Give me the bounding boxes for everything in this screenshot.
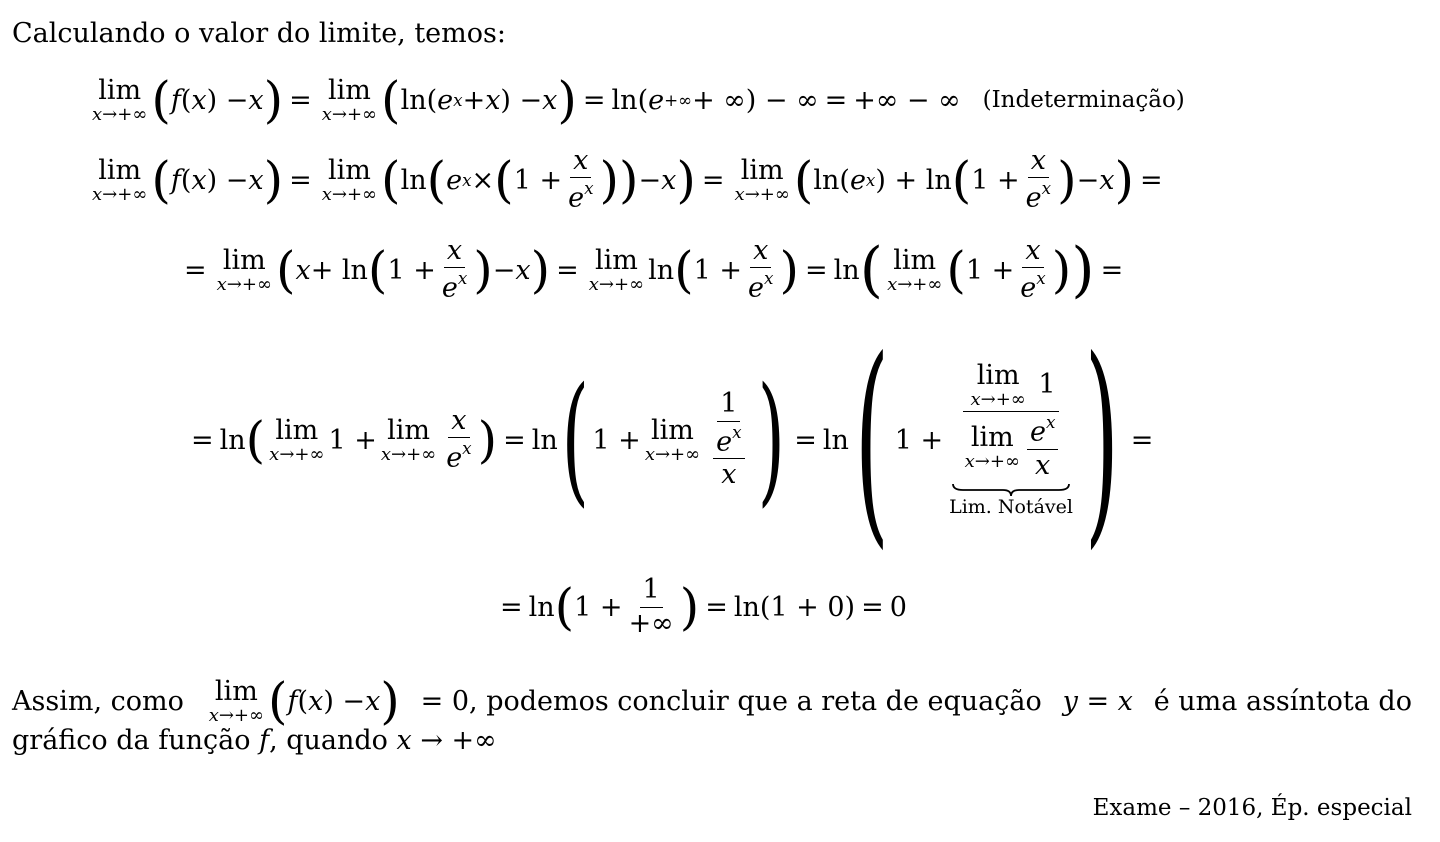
equation-1: lim x→+∞ ( f ( x ) − x ) = lim x→+∞ ( ln( e x + x ) − x ) = ln( e +∞ + ∞) − ∞ = +∞ − ∞ (Indeterminação): [92, 71, 1185, 129]
conclusion-line2-b: , quando: [269, 725, 388, 756]
conclusion-part-3: é uma assíntota do: [1153, 685, 1412, 717]
equation-5: = ln ( 1 + $\frac{1}{+\infty}$ ) = ln(1 + 0) = 0: [500, 574, 907, 639]
conclusion-part-2: = 0, podemos concluir que a reta de equação: [420, 685, 1042, 717]
source-citation: Exame – 2016, Ép. especial: [1092, 795, 1412, 821]
conclusion-line-1: Assim, como lim x→+∞ ( f ( x ) − x ) = 0, podemos concluir que a reta de equação y = x é uma assíntota do: [12, 672, 1412, 730]
indeterminacao-note: (Indeterminação): [982, 87, 1185, 113]
equation-2: lim x→+∞ ( f ( x ) − x ) = lim x→+∞ ( ln ( e x × ( 1 + $\frac{x}{e^x}$ ) ) − x ) = lim x→+∞ ( ln( e x ) + ln ( 1 + $\frac{x}{e^x}$ ) − x ) =: [92, 144, 1163, 214]
conclusion-line-2: gráfico da função f, quando x → +∞: [12, 725, 497, 756]
equation-3: = lim x→+∞ ( x + ln ( 1 + $\frac{x}{e^x}$ ) − x ) = lim x→+∞ ln ( 1 + $\frac{x}{e^x}$ ) = ln ( lim x→+∞ ( 1 + $\frac{x}{e^x}$ ) ) =: [184, 234, 1124, 305]
limit-notable-label: Lim. Notável: [949, 496, 1073, 519]
equation-4: = ln ( lim x→+∞ 1 + lim x→+∞ $\frac{x}{e^x}$ ) = ln ( 1 + lim x→+∞ $\frac{1}{\frac{e^x}{x}}$ ) = ln ( 1 + lim x→+∞ 1 lim x→+∞ $\frac{e^x}{x}$ Lim. Notável ) =: [191, 312, 1154, 568]
conclusion-line2-a: gráfico da função: [12, 725, 251, 756]
conclusion-part-1: Assim, como: [12, 685, 184, 717]
intro-text: Calculando o valor do limite, temos:: [12, 18, 506, 49]
